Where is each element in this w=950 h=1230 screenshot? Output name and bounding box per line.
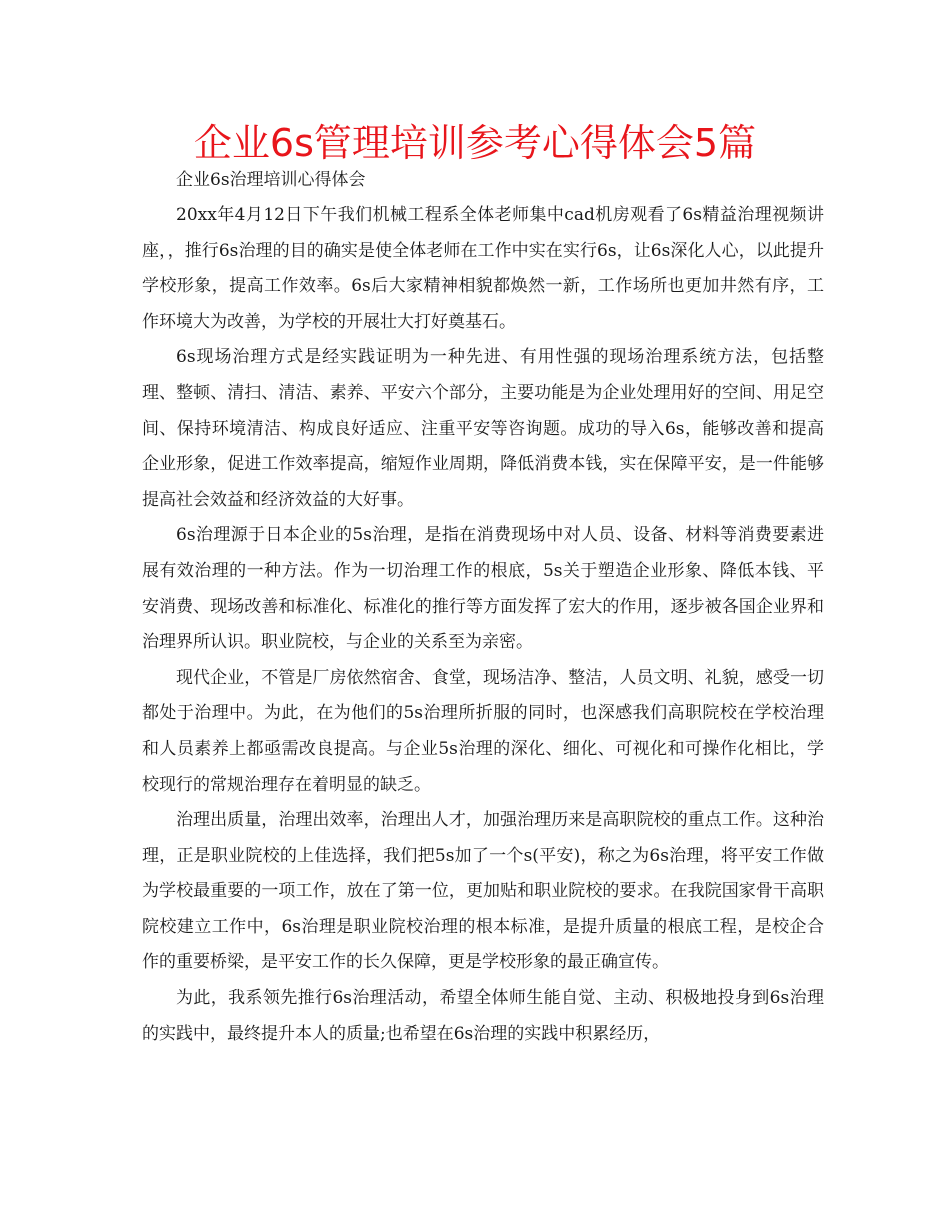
paragraph: 治理出质量，治理出效率，治理出人才，加强治理历来是高职院校的重点工作。这种治理，正是职业院校的上佳选择，我们把5s加了一个s(平安)，称之为6s治理，将平安工作做为学校最重要的一项工作，放在了第一位，更加贴和职业院校的要求。在我院国家骨干高职院校建立工作中，6s治理是职业院校治理的根本标准，是提升质量的根底工程，是校企合作的重要桥梁，是平安工作的长久保障，更是学校形象的最正确宣传。 bbox=[142, 810, 824, 973]
paragraph: 6s治理源于日本企业的5s治理，是指在消费现场中对人员、设备、材料等消费要素进展有效治理的一种方法。作为一切治理工作的根底，5s关于塑造企业形象、降低本钱、平安消费、现场改善和标准化、标准化的推行等方面发挥了宏大的作用，逐步被各国企业界和治理界所认识。职业院校，与企业的关系至为亲密。 bbox=[142, 525, 824, 653]
document-subtitle: 企业6s治理培训心得体会 bbox=[176, 170, 366, 190]
paragraph: 现代企业，不管是厂房依然宿舍、食堂，现场洁净、整洁，人员文明、礼貌，感受一切都处于治理中。为此，在为他们的5s治理所折服的同时，也深感我们高职院校在学校治理和人员素养上都亟需改良提高。与企业5s治理的深化、细化、可视化和可操作化相比，学校现行的常规治理存在着明显的缺乏。 bbox=[142, 667, 824, 795]
paragraph: 6s现场治理方式是经实践证明为一种先进、有用性强的现场治理系统方法，包括整理、整顿、清扫、清洁、素养、平安六个部分，主要功能是为企业处理用好的空间、用足空间、保持环境清洁、构成良好适应、注重平安等咨询题。成功的导入6s，能够改善和提高企业形象，促进工作效率提高，缩短作业周期，降低消费本钱，实在保障平安，是一件能够提高社会效益和经济效益的大好事。 bbox=[142, 347, 824, 510]
document-body bbox=[142, 198, 824, 1052]
paragraph: 20xx年4月12日下午我们机械工程系全体老师集中cad机房观看了6s精益治理视频讲座，，推行6s治理的目的确实是使全体老师在工作中实在实行6s，让6s深化人心，以此提升学校形象，提高工作效率。6s后大家精神相貌都焕然一新，工作场所也更加井然有序，工作环境大为改善，为学校的开展壮大打好奠基石。 bbox=[142, 205, 824, 332]
paragraph: 为此，我系领先推行6s治理活动，希望全体师生能自觉、主动、积极地投身到6s治理的实践中，最终提升本人的质量;也希望在6s治理的实践中积累经历， bbox=[142, 988, 824, 1044]
document-title: 企业6s管理培训参考心得体会5篇 bbox=[193, 121, 757, 165]
